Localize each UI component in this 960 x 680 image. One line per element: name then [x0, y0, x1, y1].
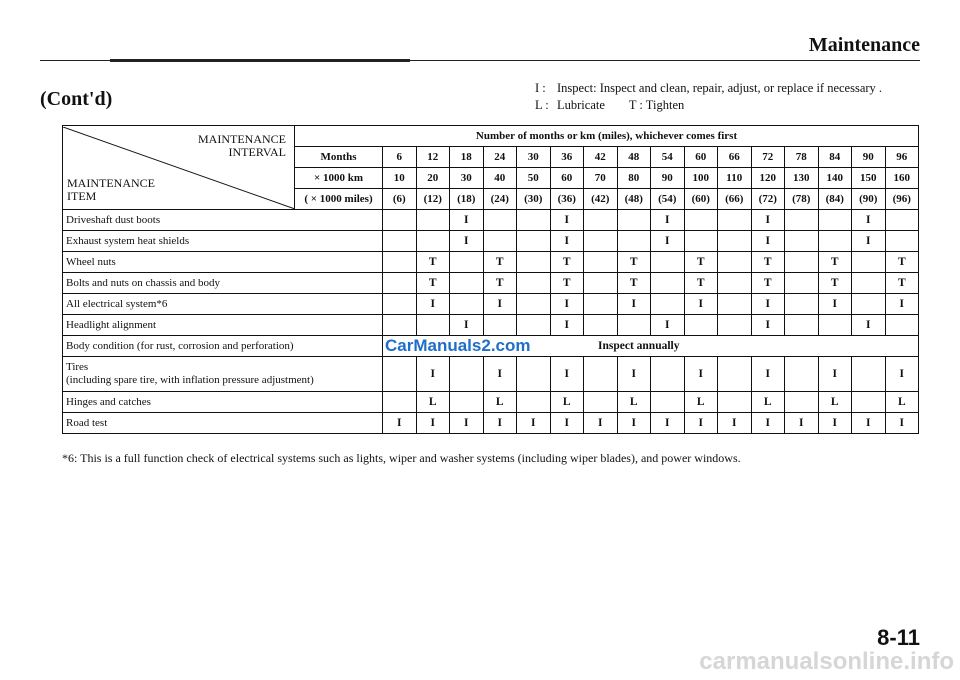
schedule-mark	[517, 231, 551, 252]
schedule-mark: I	[751, 231, 785, 252]
schedule-mark	[651, 357, 685, 392]
schedule-mark: L	[617, 392, 651, 413]
schedule-mark: I	[684, 294, 718, 315]
schedule-mark	[584, 392, 618, 413]
km-value: 80	[617, 168, 651, 189]
miles-value: (78)	[785, 189, 819, 210]
schedule-mark	[383, 231, 417, 252]
months-label: Months	[295, 147, 383, 168]
legend-t-text: T : Tighten	[628, 98, 685, 112]
km-value: 120	[751, 168, 785, 189]
schedule-mark	[818, 231, 852, 252]
schedule-mark: I	[651, 413, 685, 434]
maintenance-item-label: Hinges and catches	[66, 395, 151, 408]
months-value: 96	[885, 147, 919, 168]
corner-bottom-line: MAINTENANCE	[67, 175, 155, 190]
schedule-mark: L	[483, 392, 517, 413]
schedule-mark	[852, 252, 886, 273]
table-row	[63, 294, 919, 315]
schedule-mark	[684, 315, 718, 336]
schedule-mark	[517, 357, 551, 392]
schedule-mark	[450, 357, 484, 392]
schedule-mark	[416, 231, 450, 252]
schedule-mark: I	[852, 413, 886, 434]
km-value: 100	[684, 168, 718, 189]
schedule-mark	[785, 315, 819, 336]
schedule-mark: I	[885, 294, 919, 315]
schedule-mark: I	[718, 413, 752, 434]
schedule-mark	[584, 357, 618, 392]
schedule-mark	[718, 294, 752, 315]
header-row-span	[63, 126, 919, 147]
schedule-mark: T	[617, 252, 651, 273]
km-value: 110	[718, 168, 752, 189]
schedule-mark	[483, 210, 517, 231]
schedule-mark: I	[785, 413, 819, 434]
schedule-mark: T	[550, 273, 584, 294]
header-rule-accent	[110, 59, 410, 62]
schedule-mark	[684, 210, 718, 231]
schedule-mark: I	[483, 413, 517, 434]
table-row	[63, 273, 919, 294]
carmanuals-watermark: CarManuals2.com	[385, 336, 531, 355]
table-row	[63, 357, 919, 392]
schedule-mark	[852, 294, 886, 315]
corner-item-label	[67, 177, 155, 203]
schedule-mark: I	[550, 231, 584, 252]
schedule-mark	[785, 210, 819, 231]
page-number: 8-11	[877, 625, 920, 650]
months-value: 36	[550, 147, 584, 168]
schedule-mark: I	[852, 210, 886, 231]
table-row	[63, 252, 919, 273]
maintenance-item	[63, 315, 383, 336]
legend-i-key: I :	[535, 81, 546, 95]
table-corner	[63, 126, 295, 210]
corner-top-line: INTERVAL	[228, 144, 286, 159]
schedule-mark: I	[617, 357, 651, 392]
km-value: 50	[517, 168, 551, 189]
schedule-mark	[383, 392, 417, 413]
corner-interval-label	[198, 133, 286, 159]
months-value: 48	[617, 147, 651, 168]
schedule-mark: L	[818, 392, 852, 413]
schedule-mark: T	[751, 273, 785, 294]
table-row	[63, 336, 919, 357]
months-value: 78	[785, 147, 819, 168]
km-value: 150	[852, 168, 886, 189]
maintenance-item-label: All electrical system*6	[66, 297, 168, 310]
schedule-mark: I	[885, 413, 919, 434]
schedule-mark: I	[483, 357, 517, 392]
maintenance-item-label: (including spare tire, with inflation pressure adjustment)	[66, 374, 314, 386]
miles-label: ( × 1000 miles)	[295, 189, 383, 210]
schedule-mark	[785, 392, 819, 413]
schedule-mark	[785, 231, 819, 252]
schedule-note	[383, 336, 919, 357]
months-value: 24	[483, 147, 517, 168]
schedule-mark	[383, 315, 417, 336]
months-value: 60	[684, 147, 718, 168]
schedule-mark: I	[818, 413, 852, 434]
schedule-mark	[383, 294, 417, 315]
table-row	[63, 392, 919, 413]
legend-inspect	[535, 80, 882, 97]
schedule-mark	[885, 231, 919, 252]
miles-value: (36)	[550, 189, 584, 210]
miles-value: (24)	[483, 189, 517, 210]
months-value: 84	[818, 147, 852, 168]
schedule-mark	[416, 210, 450, 231]
schedule-mark	[718, 231, 752, 252]
schedule-mark: T	[885, 273, 919, 294]
months-value: 30	[517, 147, 551, 168]
legend-l-key: L :	[535, 98, 549, 112]
schedule-mark	[584, 210, 618, 231]
corner-top-line: MAINTENANCE	[198, 131, 286, 146]
schedule-mark: L	[684, 392, 718, 413]
miles-value: (42)	[584, 189, 618, 210]
schedule-mark: I	[852, 315, 886, 336]
schedule-mark	[383, 210, 417, 231]
maintenance-schedule-table	[62, 125, 919, 434]
maintenance-item	[63, 252, 383, 273]
schedule-mark: I	[751, 315, 785, 336]
maintenance-item	[63, 413, 383, 434]
schedule-mark	[584, 294, 618, 315]
schedule-mark	[483, 315, 517, 336]
schedule-mark: I	[450, 413, 484, 434]
schedule-mark	[584, 231, 618, 252]
schedule-mark	[718, 210, 752, 231]
miles-value: (30)	[517, 189, 551, 210]
schedule-mark: I	[483, 294, 517, 315]
legend	[535, 80, 882, 114]
schedule-mark	[818, 210, 852, 231]
schedule-mark	[852, 357, 886, 392]
schedule-mark: I	[617, 413, 651, 434]
km-label: × 1000 km	[295, 168, 383, 189]
schedule-mark	[785, 252, 819, 273]
months-value: 42	[584, 147, 618, 168]
miles-value: (72)	[751, 189, 785, 210]
maintenance-item	[63, 294, 383, 315]
footnote: *6: This is a full function check of electrical systems such as lights, wiper and washer systems (including wiper blades), and power windows.	[62, 451, 741, 465]
schedule-mark: I	[818, 294, 852, 315]
miles-value: (96)	[885, 189, 919, 210]
months-value: 12	[416, 147, 450, 168]
schedule-mark	[450, 273, 484, 294]
km-value: 20	[416, 168, 450, 189]
schedule-mark: I	[617, 294, 651, 315]
schedule-mark: I	[550, 357, 584, 392]
schedule-mark: I	[584, 413, 618, 434]
schedule-mark: L	[885, 392, 919, 413]
schedule-mark	[818, 315, 852, 336]
schedule-mark: I	[751, 357, 785, 392]
schedule-mark	[416, 315, 450, 336]
schedule-mark	[617, 315, 651, 336]
km-value: 10	[383, 168, 417, 189]
miles-value: (12)	[416, 189, 450, 210]
schedule-mark	[617, 231, 651, 252]
schedule-mark	[785, 294, 819, 315]
months-value: 6	[383, 147, 417, 168]
contd-label: (Cont'd)	[40, 88, 113, 110]
schedule-mark: I	[517, 413, 551, 434]
maintenance-item-label: Body condition (for rust, corrosion and perforation)	[66, 339, 294, 352]
legend-l-text: Lubricate	[557, 98, 605, 112]
schedule-mark: T	[483, 252, 517, 273]
legend-lubricate-tighten	[535, 97, 882, 114]
schedule-mark: T	[416, 252, 450, 273]
km-value: 30	[450, 168, 484, 189]
schedule-mark	[450, 252, 484, 273]
schedule-mark	[383, 252, 417, 273]
maintenance-item	[63, 357, 383, 392]
schedule-mark	[517, 210, 551, 231]
schedule-mark: I	[550, 210, 584, 231]
schedule-mark	[517, 252, 551, 273]
schedule-mark: T	[617, 273, 651, 294]
header-title: Maintenance	[808, 34, 920, 56]
schedule-mark	[617, 210, 651, 231]
schedule-mark	[785, 273, 819, 294]
maintenance-item-label: Headlight alignment	[66, 318, 157, 331]
schedule-mark	[718, 392, 752, 413]
schedule-mark: I	[751, 294, 785, 315]
schedule-mark	[785, 357, 819, 392]
km-value: 140	[818, 168, 852, 189]
schedule-mark: T	[416, 273, 450, 294]
schedule-mark	[718, 315, 752, 336]
schedule-mark	[852, 392, 886, 413]
maintenance-item-label: Road test	[66, 416, 108, 429]
schedule-note-text: Inspect annually	[598, 340, 680, 352]
maintenance-item	[63, 336, 383, 357]
schedule-mark: T	[885, 252, 919, 273]
interval-span-header: Number of months or km (miles), whichever comes first	[295, 126, 919, 147]
schedule-mark	[450, 392, 484, 413]
table-row	[63, 413, 919, 434]
schedule-mark: I	[885, 357, 919, 392]
schedule-mark: I	[416, 294, 450, 315]
schedule-mark	[584, 252, 618, 273]
maintenance-item	[63, 231, 383, 252]
schedule-mark: I	[383, 413, 417, 434]
schedule-mark	[651, 294, 685, 315]
schedule-mark	[483, 231, 517, 252]
schedule-mark	[517, 392, 551, 413]
schedule-mark: I	[751, 210, 785, 231]
schedule-mark	[383, 357, 417, 392]
schedule-mark: T	[550, 252, 584, 273]
km-value: 160	[885, 168, 919, 189]
months-value: 90	[852, 147, 886, 168]
schedule-mark	[517, 315, 551, 336]
schedule-mark: I	[751, 413, 785, 434]
schedule-mark: I	[651, 315, 685, 336]
schedule-mark: I	[818, 357, 852, 392]
schedule-mark	[517, 273, 551, 294]
km-value: 90	[651, 168, 685, 189]
km-value: 130	[785, 168, 819, 189]
schedule-mark	[718, 252, 752, 273]
schedule-mark	[852, 273, 886, 294]
schedule-mark: I	[550, 315, 584, 336]
miles-value: (18)	[450, 189, 484, 210]
schedule-mark	[651, 273, 685, 294]
schedule-mark: I	[852, 231, 886, 252]
months-value: 54	[651, 147, 685, 168]
schedule-mark: I	[684, 357, 718, 392]
schedule-mark: T	[751, 252, 785, 273]
schedule-mark: L	[550, 392, 584, 413]
km-value: 60	[550, 168, 584, 189]
schedule-mark: T	[684, 252, 718, 273]
schedule-mark: I	[450, 315, 484, 336]
schedule-mark: T	[684, 273, 718, 294]
schedule-mark: L	[416, 392, 450, 413]
schedule-mark	[383, 273, 417, 294]
schedule-mark: I	[651, 210, 685, 231]
miles-value: (6)	[383, 189, 417, 210]
schedule-mark	[584, 315, 618, 336]
schedule-mark: I	[416, 413, 450, 434]
maintenance-item-label: Driveshaft dust boots	[66, 213, 161, 226]
schedule-mark	[651, 392, 685, 413]
schedule-mark	[517, 294, 551, 315]
miles-value: (90)	[852, 189, 886, 210]
schedule-mark: I	[550, 413, 584, 434]
miles-value: (66)	[718, 189, 752, 210]
corner-bottom-line: ITEM	[67, 188, 97, 203]
maintenance-item-label: Wheel nuts	[66, 255, 116, 268]
months-value: 66	[718, 147, 752, 168]
km-value: 70	[584, 168, 618, 189]
miles-value: (84)	[818, 189, 852, 210]
legend-i-text: Inspect: Inspect and clean, repair, adjust, or replace if necessary .	[557, 81, 883, 95]
miles-value: (48)	[617, 189, 651, 210]
maintenance-item-label: Bolts and nuts on chassis and body	[66, 276, 220, 289]
schedule-mark	[718, 357, 752, 392]
miles-value: (60)	[684, 189, 718, 210]
schedule-mark	[885, 315, 919, 336]
schedule-mark	[651, 252, 685, 273]
schedule-mark: I	[550, 294, 584, 315]
table-row	[63, 315, 919, 336]
schedule-mark: T	[483, 273, 517, 294]
km-value: 40	[483, 168, 517, 189]
maintenance-item	[63, 392, 383, 413]
schedule-mark: I	[684, 413, 718, 434]
table-row	[63, 231, 919, 252]
schedule-mark: I	[416, 357, 450, 392]
schedule-mark: T	[818, 273, 852, 294]
schedule-mark: L	[751, 392, 785, 413]
schedule-mark: T	[818, 252, 852, 273]
months-value: 18	[450, 147, 484, 168]
site-watermark: carmanualsonline.info	[699, 648, 954, 675]
schedule-mark: I	[450, 210, 484, 231]
maintenance-item-label: Tires	[66, 361, 89, 373]
schedule-mark: I	[651, 231, 685, 252]
schedule-mark	[885, 210, 919, 231]
schedule-mark	[450, 294, 484, 315]
schedule-mark	[584, 273, 618, 294]
maintenance-item-label: Exhaust system heat shields	[66, 234, 190, 247]
schedule-mark	[684, 231, 718, 252]
schedule-mark: I	[450, 231, 484, 252]
table-row	[63, 210, 919, 231]
months-value: 72	[751, 147, 785, 168]
schedule-mark	[718, 273, 752, 294]
miles-value: (54)	[651, 189, 685, 210]
maintenance-item	[63, 273, 383, 294]
maintenance-item	[63, 210, 383, 231]
